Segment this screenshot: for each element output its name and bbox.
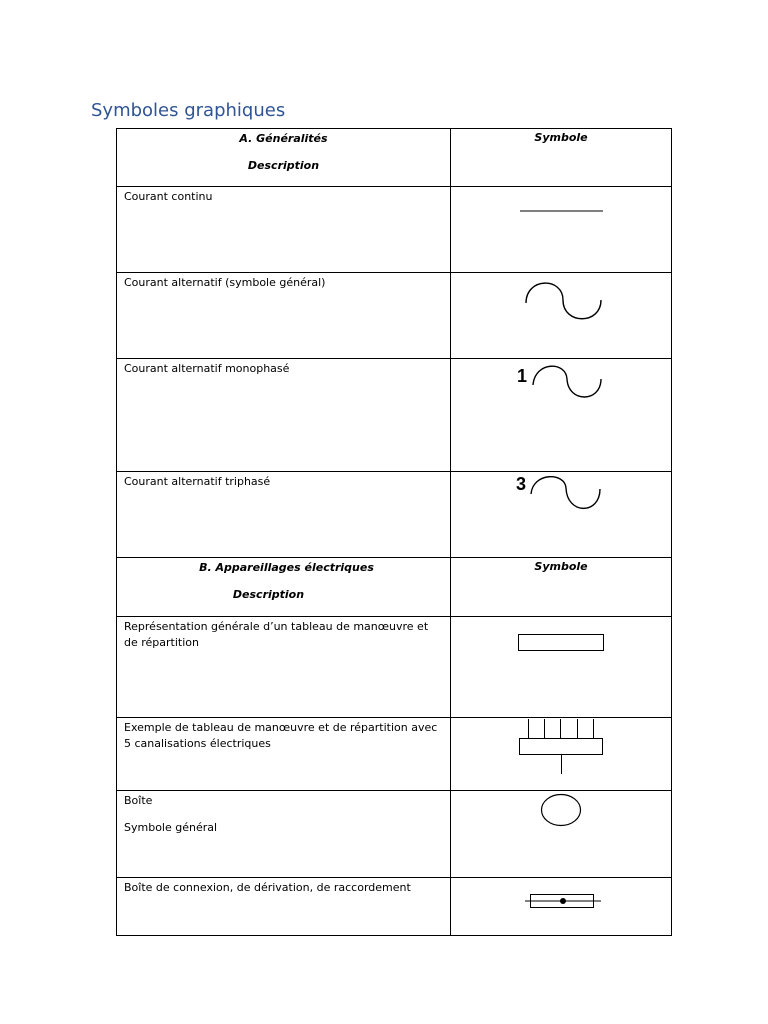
symbol-cell [451, 359, 672, 472]
dc-current-line-icon [451, 187, 671, 273]
section-b-title: B. Appareillages électriques [199, 561, 374, 574]
single-phase-ac-icon [451, 359, 671, 472]
table-row [117, 718, 672, 791]
row-description: Courant alternatif monophasé [124, 362, 290, 375]
description-cell [117, 718, 451, 791]
table-row [117, 878, 672, 936]
description-cell [117, 791, 451, 878]
symbol-cell [451, 187, 672, 273]
table-row [117, 359, 672, 472]
row-description-line1: Boîte [124, 794, 153, 807]
junction-box-icon [451, 878, 671, 936]
switchboard-5-lines-icon [451, 718, 671, 791]
section-a-symbol-header: Symbole [534, 131, 588, 144]
section-a-header-row [117, 129, 672, 187]
row-description: Courant alternatif triphasé [124, 475, 271, 488]
row-description: Boîte de connexion, de dérivation, de raccordement [124, 881, 411, 894]
row-description: Courant continu [124, 190, 213, 203]
three-phase-ac-icon [451, 472, 671, 558]
row-description-line1: Exemple de tableau de manœuvre et de répartition avec [124, 721, 438, 734]
description-cell [117, 617, 451, 718]
section-b-header-row [117, 558, 672, 617]
table-row [117, 791, 672, 878]
table-row [117, 187, 672, 273]
section-b-description-header: Description [232, 588, 305, 601]
section-b-symbol-header: Symbole [534, 560, 588, 573]
box-ellipse-icon [451, 791, 671, 878]
section-a-header-symbol-cell [451, 129, 672, 187]
description-cell [117, 878, 451, 936]
symbols-table [116, 128, 672, 936]
table-row [117, 273, 672, 359]
row-description-line1: Représentation générale d’un tableau de manœuvre et [124, 620, 429, 633]
phase-number-label: 1 [517, 366, 528, 386]
table-row [117, 472, 672, 558]
symbol-cell [451, 273, 672, 359]
section-b-header-symbol-cell [451, 558, 672, 617]
description-cell [117, 273, 451, 359]
switchboard-rectangle-icon [451, 617, 671, 718]
section-a-title: A. Généralités [239, 132, 328, 145]
symbol-cell [451, 878, 672, 936]
row-description-line2: Symbole général [124, 821, 218, 834]
symbol-cell [451, 617, 672, 718]
table-row [117, 617, 672, 718]
section-a-description-header: Description [247, 159, 320, 172]
page-title: Symboles graphiques [91, 100, 286, 121]
symbol-cell [451, 718, 672, 791]
description-cell [117, 472, 451, 558]
row-description: Courant alternatif (symbole général) [124, 276, 326, 289]
ac-sine-wave-icon [451, 273, 671, 359]
phase-number-label: 3 [516, 474, 527, 494]
section-a-header-desc-cell [117, 129, 451, 187]
symbol-cell [451, 791, 672, 878]
description-cell [117, 187, 451, 273]
row-description-line2: de répartition [124, 636, 199, 649]
section-b-header-desc-cell [117, 558, 451, 617]
description-cell [117, 359, 451, 472]
symbol-cell [451, 472, 672, 558]
row-description-line2: 5 canalisations électriques [124, 737, 271, 750]
